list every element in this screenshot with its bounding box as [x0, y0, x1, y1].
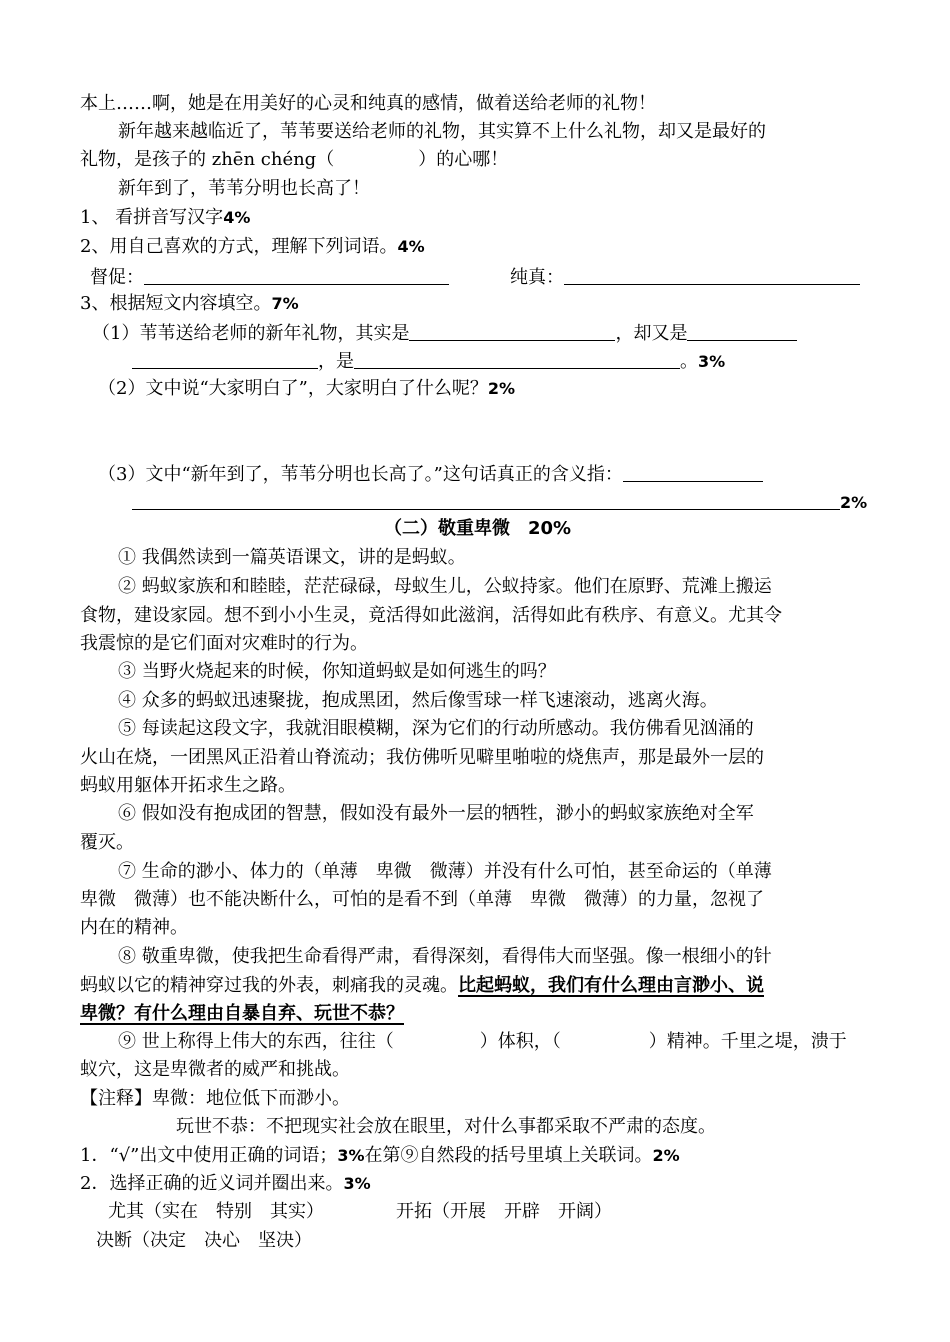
score: 2%: [840, 493, 868, 512]
word-line: [90, 264, 449, 290]
answer-line[interactable]: [409, 320, 615, 341]
passage-text: ）的心哪！: [418, 149, 509, 170]
answer-line[interactable]: [354, 348, 680, 369]
question-3-1: [92, 320, 797, 346]
question-3-1-cont: [132, 348, 725, 374]
passage-line: 新年到了，苇苇分明也长高了！: [118, 178, 370, 199]
paragraph-7: 内在的精神。: [80, 917, 188, 938]
paragraph-2: 我震惊的是它们面对灾难时的行为。: [80, 633, 368, 654]
question-1: [80, 1144, 680, 1168]
score: 2%: [652, 1146, 680, 1165]
question-2: [80, 235, 425, 259]
paragraph-8: [80, 1002, 404, 1026]
question-text: ，是: [318, 351, 354, 372]
paragraph-6: 覆灭。: [80, 832, 134, 853]
word-line: [510, 264, 860, 290]
paragraph-8: [80, 974, 764, 998]
passage-line: 新年越来越临近了，苇苇要送给老师的礼物，其实算不上什么礼物，却又是最好的: [118, 121, 766, 142]
paragraph-7: ⑦ 生命的渺小、体力的（单薄 卑微 微薄）并没有什么可怕，甚至命运的（单薄: [118, 861, 772, 882]
paragraph-4: ④ 众多的蚂蚁迅速聚拢，抱成黑团，然后像雪球一样飞速滚动，逃离火海。: [118, 690, 718, 711]
question-3-3: [98, 461, 763, 487]
passage-line: 本上……啊，她是在用美好的心灵和纯真的感情，做着送给老师的礼物！: [80, 93, 656, 114]
paragraph-8: ⑧ 敬重卑微，使我把生命看得严肃，看得深刻，看得伟大而坚强。像一根细小的针: [118, 946, 772, 967]
option-group: 尤其（实在 特别 其实）: [108, 1201, 324, 1222]
word-label: 纯真：: [510, 267, 564, 288]
question-text: 1、 看拼音写汉字: [80, 207, 224, 228]
question-2: [80, 1172, 371, 1196]
option-group: 开拓（开展 开辟 开阔）: [396, 1201, 612, 1222]
paragraph-6: ⑥ 假如没有抱成团的智慧，假如没有最外一层的牺牲，渺小的蚂蚁家族绝对全军: [118, 803, 754, 824]
paragraph-text: ）体积，（: [479, 1031, 561, 1052]
paragraph-9: 蚁穴，这是卑微者的威严和挑战。: [80, 1059, 350, 1080]
section-title: （二）敬重卑微 20%: [384, 518, 572, 539]
question-3-3-cont: [132, 489, 867, 515]
score: 7%: [271, 294, 299, 313]
score: 4%: [223, 208, 251, 227]
paragraph-3: ③ 当野火烧起来的时候，你知道蚂蚁是如何逃生的吗？: [118, 661, 556, 682]
passage-line: [80, 148, 508, 172]
question-text: 2．选择正确的近义词并圈出来。: [80, 1173, 344, 1194]
score: 3%: [337, 1146, 365, 1165]
paragraph-text: ）精神。千里之堤，溃于: [648, 1031, 847, 1052]
question-text: 1．“√”出文中使用正确的词语；: [80, 1145, 338, 1166]
paragraph-5: 火山在烧，一团黑风正沿着山脊流动；我仿佛听见噼里啪啦的烧焦声，那是最外一层的: [80, 747, 764, 768]
paragraph-text: ⑨ 世上称得上伟大的东西，往往（: [118, 1031, 394, 1052]
question-text: 2、用自己喜欢的方式，理解下列词语。: [80, 236, 398, 257]
answer-line[interactable]: [132, 348, 318, 369]
option-group: 决断（决定 决心 坚决）: [96, 1230, 312, 1251]
score: 3%: [698, 352, 726, 371]
paragraph-5: 蚂蚁用躯体开拓求生之路。: [80, 775, 296, 796]
score: 4%: [397, 237, 425, 256]
paragraph-7: 卑微 微薄）也不能决断什么，可怕的是看不到（单薄 卑微 微薄）的力量，忽视了: [80, 889, 764, 910]
answer-line[interactable]: [687, 320, 797, 341]
question-text: 3、根据短文内容填空。: [80, 293, 272, 314]
paragraph-text: 蚂蚁以它的精神穿过我的外表，刺痛我的灵魂。: [80, 975, 458, 996]
question-text: 。: [680, 351, 698, 372]
underlined-sentence: 卑微？有什么理由自暴自弃、玩世不恭？: [80, 1003, 404, 1024]
score: 3%: [343, 1174, 371, 1193]
question-text: ，却又是: [615, 323, 688, 344]
question-text: （2）文中说“大家明白了”，大家明白了什么呢？: [98, 378, 488, 399]
answer-line[interactable]: [564, 264, 860, 285]
paragraph-2: 食物，建设家园。想不到小小生灵，竟活得如此滋润，活得如此有秩序、有意义。尤其令: [80, 605, 782, 626]
underlined-sentence: 比起蚂蚁，我们有什么理由言渺小、说: [458, 975, 764, 996]
question-3-2: [98, 377, 515, 401]
passage-text: 礼物，是孩子的 zhēn chéng（: [80, 149, 335, 170]
note: 【注释】卑微：地位低下而渺小。: [80, 1088, 350, 1109]
question-text: 在第⑨自然段的括号里填上关联词。: [364, 1145, 653, 1166]
question-text: （3）文中“新年到了，苇苇分明也长高了。”这句话真正的含义指：: [98, 464, 623, 485]
answer-line[interactable]: [132, 489, 840, 510]
answer-line[interactable]: [144, 264, 449, 285]
answer-line[interactable]: [623, 461, 763, 482]
question-1: [80, 206, 250, 230]
score: 2%: [487, 379, 516, 398]
paragraph-1: ① 我偶然读到一篇英语课文，讲的是蚂蚁。: [118, 547, 466, 568]
paragraph-2: ② 蚂蚁家族和和睦睦，茫茫碌碌，母蚁生儿，公蚁持家。他们在原野、荒滩上搬运: [118, 576, 772, 597]
paragraph-5: ⑤ 每读起这段文字，我就泪眼模糊，深为它们的行动所感动。我仿佛看见汹涌的: [118, 718, 754, 739]
paragraph-9: [118, 1030, 847, 1054]
word-label: 督促：: [90, 267, 144, 288]
note: 玩世不恭：不把现实社会放在眼里，对什么事都采取不严肃的态度。: [176, 1116, 716, 1137]
question-text: （1）苇苇送给老师的新年礼物，其实是: [92, 323, 410, 344]
question-3: [80, 292, 299, 316]
